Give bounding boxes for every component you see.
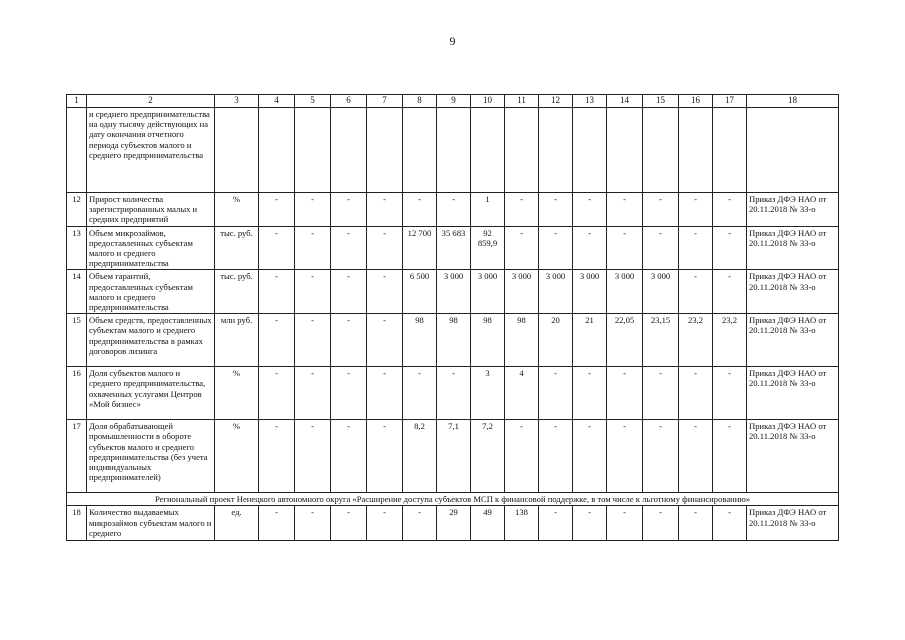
table-row [67,270,839,314]
header-cell: 7 [367,95,403,108]
row-number: 12 [67,193,87,227]
value-cell: - [437,193,471,227]
value-cell: 20 [539,314,573,367]
value-cell: - [367,506,403,541]
value-cell: - [573,193,607,227]
unit-cell: % [215,420,259,493]
value-cell: - [437,367,471,420]
unit-cell: млн руб. [215,314,259,367]
value-cell: - [643,420,679,493]
value-cell: - [607,506,643,541]
value-cell: - [539,506,573,541]
value-cell: 6 500 [403,270,437,314]
empty-cell [505,108,539,193]
empty-cell [295,108,331,193]
value-cell: 29 [437,506,471,541]
row-number: 15 [67,314,87,367]
indicator-name: Объем микрозаймов, предоставленных субъектам малого и среднего предпринимательства [87,226,215,270]
value-cell: - [505,420,539,493]
table-row [67,226,839,270]
indicator-name: Доля обрабатывающей промышленности в обороте субъектов малого и среднего предпринимательства (без учета индивидуальных предпринимателей) [87,420,215,493]
row-number: 16 [67,367,87,420]
source-cell: Приказ ДФЭ НАО от 20.11.2018 № 33-о [747,193,839,227]
value-cell: - [367,420,403,493]
value-cell: - [331,367,367,420]
value-cell: - [573,367,607,420]
empty-cell [713,108,747,193]
header-row [67,95,839,108]
indicator-name: Объем средств, предоставленных субъектам малого и среднего предпринимательства в рамках договоров лизинга [87,314,215,367]
header-cell: 4 [259,95,295,108]
value-cell: - [295,270,331,314]
unit-cell: тыс. руб. [215,270,259,314]
empty-cell [367,108,403,193]
indicator-name: Доля субъектов малого и среднего предпринимательства, охваченных услугами Центров «Мой бизнес» [87,367,215,420]
value-cell: - [643,506,679,541]
value-cell: - [679,367,713,420]
value-cell: - [713,193,747,227]
page-number: 9 [449,34,456,48]
header-cell: 18 [747,95,839,108]
value-cell: 98 [505,314,539,367]
value-cell: 23,15 [643,314,679,367]
value-cell: - [713,506,747,541]
value-cell: - [331,270,367,314]
header-cell: 2 [87,95,215,108]
value-cell: - [607,226,643,270]
value-cell: 92 859,9 [471,226,505,270]
section-title-row [67,493,839,506]
value-cell: 21 [573,314,607,367]
header-cell: 11 [505,95,539,108]
value-cell: - [679,226,713,270]
value-cell: - [259,506,295,541]
row-number: 17 [67,420,87,493]
source-cell: Приказ ДФЭ НАО от 20.11.2018 № 33-о [747,314,839,367]
empty-cell [679,108,713,193]
value-cell: 98 [471,314,505,367]
value-cell: - [539,193,573,227]
empty-cell [471,108,505,193]
value-cell: 98 [437,314,471,367]
header-cell: 1 [67,95,87,108]
row-number: 18 [67,506,87,541]
value-cell: - [713,226,747,270]
unit-cell: % [215,193,259,227]
indicator-name: и среднего предпринимательства на одну тысячу действующих на дату окончания отчетного периода субъектов малого и среднего предпринимательства [87,108,215,193]
value-cell: - [713,270,747,314]
value-cell: - [607,420,643,493]
value-cell: - [643,226,679,270]
header-cell: 6 [331,95,367,108]
source-cell: Приказ ДФЭ НАО от 20.11.2018 № 33-о [747,420,839,493]
value-cell: - [367,314,403,367]
value-cell: - [367,193,403,227]
value-cell: - [505,226,539,270]
header-cell: 16 [679,95,713,108]
value-cell: - [679,193,713,227]
empty-cell [573,108,607,193]
value-cell: - [403,367,437,420]
value-cell: - [643,193,679,227]
unit-cell: ед. [215,506,259,541]
value-cell: 3 000 [607,270,643,314]
continuation-row [67,108,839,193]
value-cell: - [295,193,331,227]
value-cell: - [259,314,295,367]
value-cell: 98 [403,314,437,367]
header-cell: 13 [573,95,607,108]
value-cell: - [539,367,573,420]
section-title: Региональный проект Ненецкого автономного округа «Расширение доступа субъектов МСП к финансовой поддержке, в том числе к льготному финансированию» [67,493,839,506]
source-cell: Приказ ДФЭ НАО от 20.11.2018 № 33-о [747,367,839,420]
header-cell: 5 [295,95,331,108]
value-cell: 138 [505,506,539,541]
table-row [67,506,839,541]
value-cell: - [259,193,295,227]
row-number: 14 [67,270,87,314]
value-cell: 23,2 [713,314,747,367]
empty-cell [607,108,643,193]
value-cell: - [367,367,403,420]
value-cell: - [367,226,403,270]
empty-cell [747,108,839,193]
header-cell: 17 [713,95,747,108]
source-cell: Приказ ДФЭ НАО от 20.11.2018 № 33-о [747,506,839,541]
table-row [67,367,839,420]
indicators-table [66,94,839,541]
value-cell: 7,2 [471,420,505,493]
value-cell: 4 [505,367,539,420]
indicator-name: Объем гарантий, предоставленных субъектам малого и среднего предпринимательства [87,270,215,314]
value-cell: - [331,314,367,367]
value-cell: 3 000 [437,270,471,314]
unit-cell: тыс. руб. [215,226,259,270]
unit-cell: % [215,367,259,420]
table-row [67,193,839,227]
value-cell: - [403,193,437,227]
value-cell: - [295,506,331,541]
value-cell: - [259,367,295,420]
header-cell: 3 [215,95,259,108]
value-cell: - [573,420,607,493]
value-cell: - [713,367,747,420]
value-cell: - [539,226,573,270]
value-cell: - [573,226,607,270]
value-cell: 1 [471,193,505,227]
value-cell: - [259,226,295,270]
source-cell: Приказ ДФЭ НАО от 20.11.2018 № 33-о [747,226,839,270]
value-cell: - [295,367,331,420]
indicator-name: Количество выдаваемых микрозаймов субъектам малого и среднего [87,506,215,541]
header-cell: 10 [471,95,505,108]
value-cell: 3 [471,367,505,420]
empty-cell [215,108,259,193]
empty-cell [331,108,367,193]
value-cell: 22,05 [607,314,643,367]
value-cell: 3 000 [643,270,679,314]
header-cell: 8 [403,95,437,108]
value-cell: - [573,506,607,541]
value-cell: - [331,506,367,541]
value-cell: 7,1 [437,420,471,493]
value-cell: - [295,226,331,270]
value-cell: 3 000 [573,270,607,314]
empty-cell [643,108,679,193]
value-cell: - [259,420,295,493]
value-cell: - [607,367,643,420]
source-cell: Приказ ДФЭ НАО от 20.11.2018 № 33-о [747,270,839,314]
value-cell: - [367,270,403,314]
value-cell: - [331,226,367,270]
value-cell: - [679,270,713,314]
indicator-name: Прирост количества зарегистрированных малых и средних предприятий [87,193,215,227]
value-cell: 23,2 [679,314,713,367]
value-cell: - [679,420,713,493]
row-number: 13 [67,226,87,270]
value-cell: 49 [471,506,505,541]
header-cell: 15 [643,95,679,108]
empty-cell [539,108,573,193]
header-cell: 14 [607,95,643,108]
table-row [67,420,839,493]
value-cell: - [607,193,643,227]
empty-cell [437,108,471,193]
empty-cell [403,108,437,193]
value-cell: - [295,420,331,493]
value-cell: - [713,420,747,493]
value-cell: - [679,506,713,541]
value-cell: 3 000 [505,270,539,314]
value-cell: - [259,270,295,314]
value-cell: - [331,420,367,493]
value-cell: 35 683 [437,226,471,270]
value-cell: - [403,506,437,541]
value-cell: 3 000 [471,270,505,314]
value-cell: 3 000 [539,270,573,314]
header-cell: 12 [539,95,573,108]
value-cell: - [331,193,367,227]
value-cell: - [643,367,679,420]
value-cell: - [295,314,331,367]
table-row [67,314,839,367]
value-cell: - [539,420,573,493]
row-number [67,108,87,193]
empty-cell [259,108,295,193]
value-cell: 8,2 [403,420,437,493]
value-cell: - [505,193,539,227]
header-cell: 9 [437,95,471,108]
value-cell: 12 700 [403,226,437,270]
